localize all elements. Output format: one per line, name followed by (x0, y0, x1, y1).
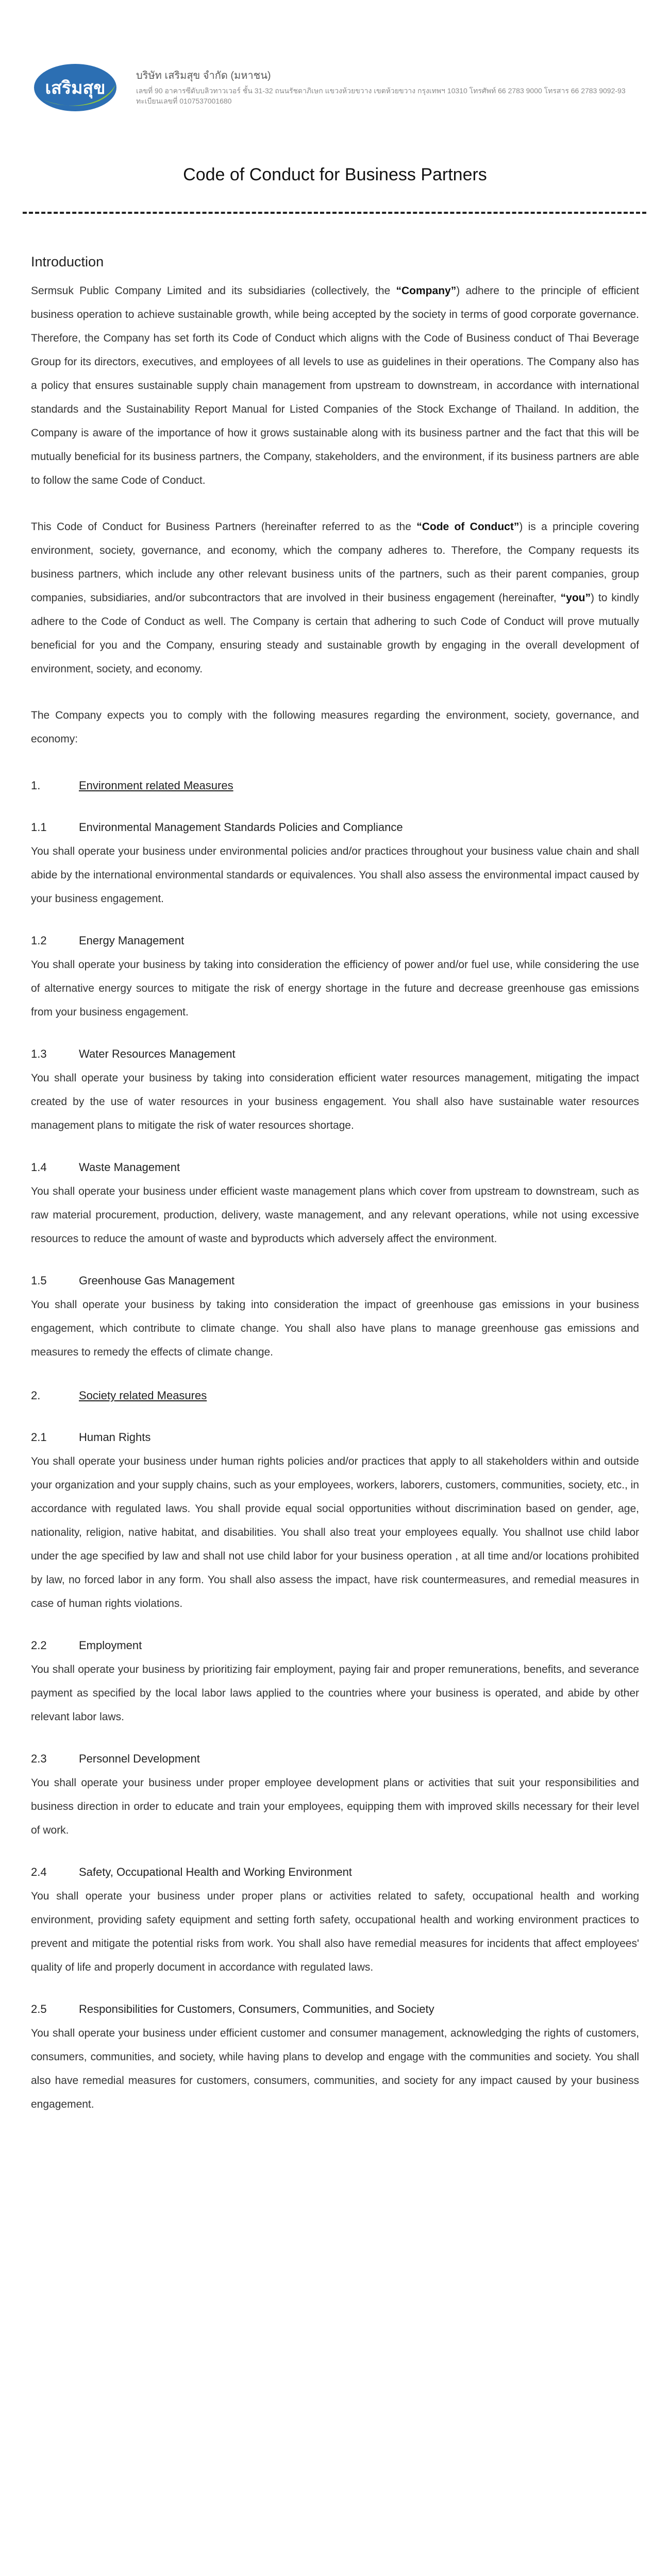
defined-term: “Code of Conduct” (416, 521, 520, 533)
section-heading (31, 774, 639, 798)
subsection-number: 1.1 (31, 821, 47, 834)
section-heading (31, 1384, 639, 1408)
subsection-heading (31, 1157, 639, 1178)
measures-sections (31, 774, 639, 2136)
paragraph-text: This Code of Conduct for Business Partners (hereinafter referred to as the (31, 521, 417, 533)
dashed-divider (23, 212, 646, 214)
subsection-number: 1.4 (31, 1161, 47, 1174)
svg-text:เสริมสุข: เสริมสุข (45, 78, 106, 98)
intro-paragraph-1 (31, 279, 639, 493)
subsection-title: Greenhouse Gas Management (79, 1274, 235, 1287)
subsection-text: You shall operate your business by taking into consideration the impact of greenhouse gas emissions in your business engagement, which contribute to climate change. You shall also have plans to manage greenhouse gas emissions and measures to remedy the effects of climate change. (31, 1299, 639, 1358)
subsection-text: You shall operate your business by taking into consideration efficient water resources management, mitigating the impact created by the use of water resources in your business engagement. You shall also have sustainable water resources management plans to mitigate the risk of water resources shortage. (31, 1072, 639, 1131)
section-title: Environment related Measures (79, 779, 233, 792)
subsection-title: Waste Management (79, 1161, 180, 1174)
subsection-text: You shall operate your business by prioritizing fair employment, paying fair and proper remunerations, benefits, and severance payment as specified by the local labor laws applied to the countries where your business is operated, and abide by other relevant labor laws. (31, 1664, 639, 1723)
subsection-heading (31, 1862, 639, 1883)
subsection-heading (31, 1427, 639, 1448)
subsection-heading (31, 1635, 639, 1656)
subsection-title: Safety, Occupational Health and Working Environment (79, 1866, 352, 1878)
subsection-text: You shall operate your business under human rights policies and/or practices that apply to all stakeholders within and outside your organization and your supply chains, such as your employees, workers, laborers, customers, communities, society, etc., in accordance with regulated laws. You shall provide equal social opportunities without discrimination based on gender, age, nationality, religion, native habitat, and disabilities. You shall also treat your employees equally. You shallnot use child labor under the age specified by law and shall not use child labor for your business operation , at all time and/or locations prohibited by law, no forced labor in any form. You shall also assess the impact, have risk countermeasures, and remedial measures in case of human rights violations. (31, 1455, 639, 1609)
section-title: Society related Measures (79, 1389, 207, 1402)
company-registration: ทะเบียนเลขที่ 0107537001680 (136, 97, 232, 105)
paragraph-text: ) to kindly adhere to the Code of Conduct as well. The Company is certain that adhering to such Code of Conduct will prove mutually beneficial for you and the Company, ensuring steady and sustainable growth by engaging in the overall development of environment, society, and economy. (31, 592, 639, 675)
subsection-text: You shall operate your business under proper employee development plans or activities that suit your responsibilities and business direction in order to educate and train your employees, equipping them with improved skills necessary for their level of work. (31, 1777, 639, 1836)
subsection-heading (31, 817, 639, 838)
introduction-heading: Introduction (31, 254, 104, 269)
subsection-title: Employment (79, 1639, 142, 1652)
subsection-number: 2.4 (31, 1866, 47, 1878)
subsection-title: Personnel Development (79, 1752, 200, 1765)
sermsuk-logo (33, 62, 118, 113)
subsection-title: Energy Management (79, 934, 185, 947)
subsection-number: 1.5 (31, 1274, 47, 1287)
subsection-title: Human Rights (79, 1431, 151, 1444)
paragraph-text: ) is a principle covering environment, society, governance, and economy, which the company adheres to. Therefore, the Company requests its business partners, which include any other relevant business units of the partners, such as their parent companies, group companies, subsidiaries, and/or subcontractors that are involved in their business engagement (hereinafter, (31, 521, 639, 604)
subsection-heading (31, 1999, 639, 2020)
section-number: 2. (31, 1389, 41, 1402)
subsection-number: 2.5 (31, 2003, 47, 2015)
intro-paragraph-2 (31, 515, 639, 681)
subsection-title: Water Resources Management (79, 1047, 236, 1060)
subsection-text: You shall operate your business by taking into consideration the efficiency of power and/or fuel use, while considering the use of alternative energy sources to mitigate the risk of energy shortage in the future and decrease greenhouse gas emissions from your business engagement. (31, 959, 639, 1018)
document-body (31, 252, 639, 2136)
subsection-title: Responsibilities for Customers, Consumers, Communities, and Society (79, 2003, 434, 2015)
subsection-number: 2.3 (31, 1752, 47, 1765)
paragraph-text: ) adhere to the principle of efficient business operation to achieve sustainable growth, while being accepted by the society in terms of good corporate governance. Therefore, the Company has set forth its Code of Conduct which aligns with the Code of Business conduct of Thai Beverage Group for its directors, executives, and employees of all levels to use as guidelines in their operations. The Company also has a policy that ensures sustainable supply chain management from upstream to downstream, in accordance with international standards and the Sustainability Report Manual for Listed Companies of the Stock Exchange of Thailand. In addition, the Company is aware of the importance of how it grows sustainable along with its business partner and the fact that this will be mutually beneficial for its business partners, the Company, stakeholders, and the environment, if its business partners are able to follow the same Code of Conduct. (31, 285, 639, 486)
paragraph-text: Sermsuk Public Company Limited and its subsidiaries (collectively, the (31, 285, 396, 297)
company-info (136, 69, 641, 106)
subsection-number: 1.3 (31, 1047, 47, 1060)
section-number: 1. (31, 779, 41, 792)
subsection-heading (31, 1270, 639, 1291)
defined-term: “you” (560, 592, 591, 604)
subsection-heading (31, 1749, 639, 1769)
subsection-number: 2.2 (31, 1639, 47, 1652)
subsection-title: Environmental Management Standards Policies and Compliance (79, 821, 403, 834)
subsection-number: 1.2 (31, 934, 47, 947)
defined-term: “Company” (396, 285, 457, 297)
subsection-number: 2.1 (31, 1431, 47, 1444)
subsection-text: You shall operate your business under environmental policies and/or practices throughout your business value chain and shall abide by the international environmental standards or equivalences. You shall also assess the environmental impact caused by your business engagement. (31, 845, 639, 905)
document-title: Code of Conduct for Business Partners (183, 165, 487, 184)
company-address: เลขที่ 90 อาคารซีดับบลิวทาวเวอร์ ชั้น 31-32 ถนนรัชดาภิเษก แขวงห้วยขวาง เขตห้วยขวาง กรุงเทพฯ 10310 โทรศัพท์ 66 2783 9000 โทรสาร 66 2783 9092-93 (136, 87, 626, 95)
intro-paragraph-3: The Company expects you to comply with the following measures regarding the environment, society, governance, and economy: (31, 709, 639, 745)
subsection-heading (31, 1044, 639, 1064)
subsection-text: You shall operate your business under proper plans or activities related to safety, occupational health and working environment, providing safety equipment and setting forth safety, occupational health and working environment practices to prevent and mitigate the potential risks from work. You shall also have remedial measures for incidents that affect employees' quality of life and properly document in accordance with regulated laws. (31, 1890, 639, 1973)
subsection-text: You shall operate your business under efficient customer and consumer management, acknowledging the rights of customers, consumers, communities, and society, while having plans to develop and engage with the communities and society. You shall also have remedial measures for customers, consumers, communities, and society for any impact caused by your business engagement. (31, 2027, 639, 2110)
company-name: บริษัท เสริมสุข จำกัด (มหาชน) (136, 70, 271, 81)
letterhead (33, 62, 641, 118)
subsection-heading (31, 930, 639, 951)
subsection-text: You shall operate your business under efficient waste management plans which cover from upstream to downstream, such as raw material procurement, production, delivery, waste management, and any relevant operations, while not using excessive resources to reduce the amount of waste and byproducts which adversely affect the environment. (31, 1185, 639, 1245)
